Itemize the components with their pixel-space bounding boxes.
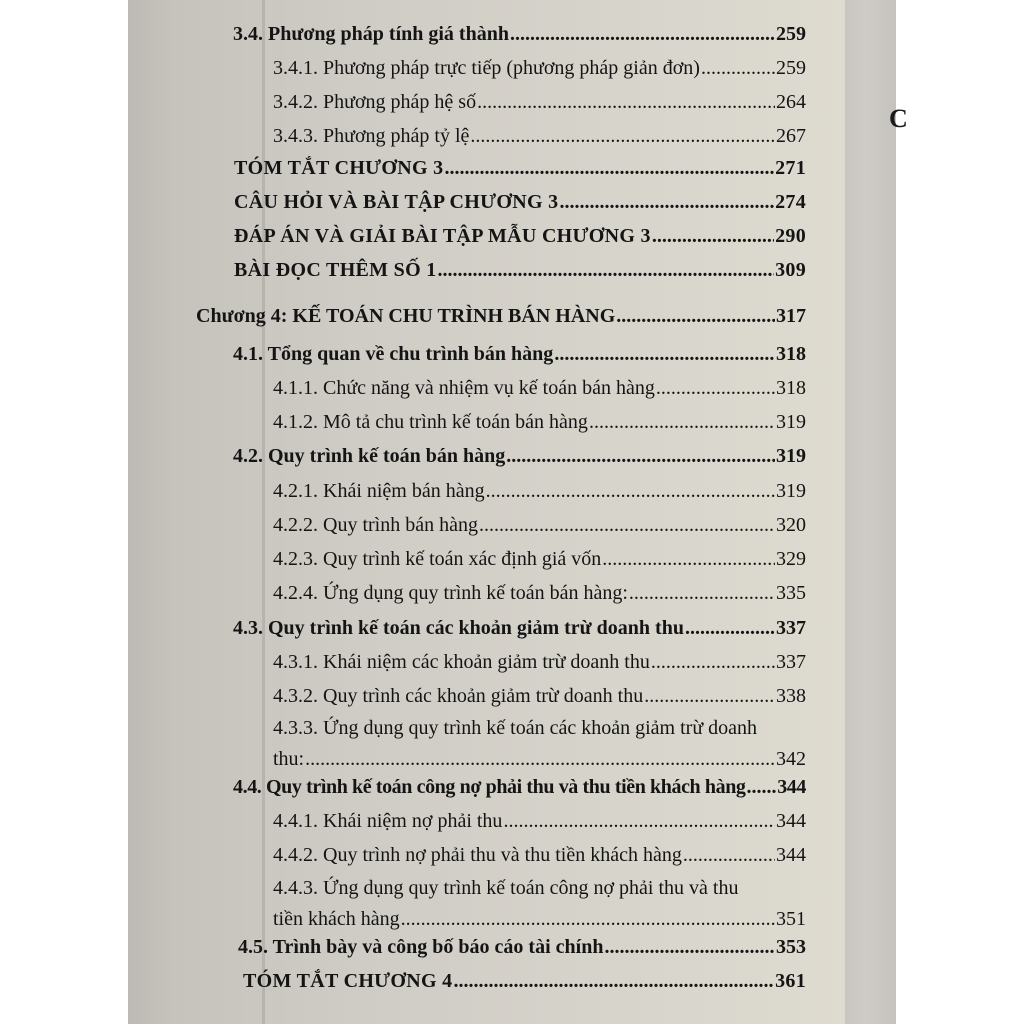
toc-entry-title: 4.4.1. Khái niệm nợ phải thu	[273, 810, 503, 832]
toc-entry-4-1[interactable]	[233, 342, 806, 366]
toc-entry-title: 4.2.2. Quy trình bán hàng	[273, 514, 478, 536]
dot-leader	[683, 843, 775, 867]
dot-leader	[652, 224, 774, 248]
dot-leader	[602, 547, 775, 571]
dot-leader	[510, 22, 775, 46]
toc-entry-3-4-3[interactable]	[273, 124, 806, 148]
dot-leader	[554, 342, 775, 366]
toc-entry-3-4[interactable]	[233, 22, 806, 46]
toc-entry-4-4-3[interactable]	[273, 876, 806, 931]
toc-entry-title: 4.3.1. Khái niệm các khoản giảm trừ doanh thu	[273, 651, 650, 673]
toc-entry-questions-3[interactable]	[234, 190, 806, 214]
toc-entry-summary-3[interactable]	[234, 156, 806, 180]
toc-entry-4-1-1[interactable]	[273, 376, 806, 400]
toc-entry-4-2-3[interactable]	[273, 547, 806, 571]
dot-leader	[438, 258, 775, 282]
toc-page-number: 259	[776, 57, 806, 79]
toc-entry-4-2-1[interactable]	[273, 479, 806, 503]
toc-page-number: 335	[776, 582, 806, 604]
toc-entry-title: 4.2.1. Khái niệm bán hàng	[273, 480, 485, 502]
dot-leader	[651, 650, 775, 674]
toc-entry-4-3-3[interactable]	[273, 716, 806, 771]
toc-entry-title: 4.5. Trình bày và công bố báo cáo tài chính	[238, 936, 604, 958]
toc-entry-title: 3.4.3. Phương pháp tỷ lệ	[273, 125, 470, 147]
toc-page-number: 271	[775, 157, 806, 179]
dot-leader	[477, 90, 775, 114]
toc-entry-4-4-2[interactable]	[273, 843, 806, 867]
toc-page-number: 320	[776, 514, 806, 536]
toc-entry-4-2[interactable]	[233, 444, 806, 468]
toc-page-number: 318	[776, 377, 806, 399]
toc-page-number: 344	[777, 776, 806, 798]
dot-leader	[616, 304, 775, 328]
toc-entry-title-line2: thu:	[273, 748, 305, 770]
dot-leader	[486, 479, 775, 503]
toc-entry-title: TÓM TẮT CHƯƠNG 4	[243, 970, 453, 992]
toc-entry-title: 4.2.3. Quy trình kế toán xác định giá vốn	[273, 548, 602, 570]
toc-entry-title: BÀI ĐỌC THÊM SỐ 1	[234, 259, 437, 281]
toc-page-number: 344	[776, 844, 806, 866]
toc-entry-title: 4.4. Quy trình kế toán công nợ phải thu và thu tiền khách hàng	[233, 776, 746, 798]
toc-entry-title-line2: tiền khách hàng	[273, 908, 400, 930]
toc-entry-title: 4.1.2. Mô tả chu trình kế toán bán hàng	[273, 411, 588, 433]
toc-page-number: 264	[776, 91, 806, 113]
toc-entry-4-1-2[interactable]	[273, 410, 806, 434]
toc-page-number: 290	[775, 225, 806, 247]
toc-page-number: 319	[776, 411, 806, 433]
toc-page-number: 267	[776, 125, 806, 147]
dot-leader	[470, 124, 775, 148]
toc-entry-3-4-2[interactable]	[273, 90, 806, 114]
toc-page-number: 319	[776, 480, 806, 502]
dot-leader	[685, 616, 775, 640]
toc-page-number: 317	[776, 305, 806, 327]
dot-leader	[701, 56, 775, 80]
toc-chapter-title: Chương 4: KẾ TOÁN CHU TRÌNH BÁN HÀNG	[196, 305, 616, 327]
toc-entry-4-5[interactable]	[238, 935, 806, 959]
toc-entry-title: TÓM TẮT CHƯƠNG 3	[234, 157, 444, 179]
dot-leader	[479, 513, 775, 537]
adjacent-page-glyph: C	[889, 104, 908, 133]
toc-entry-title: 4.2. Quy trình kế toán bán hàng	[233, 445, 506, 467]
dot-leader	[644, 684, 775, 708]
toc-entry-4-3-1[interactable]	[273, 650, 806, 674]
dot-leader	[559, 190, 774, 214]
toc-page-number: 353	[776, 936, 806, 958]
dot-leader	[747, 775, 777, 799]
toc-entry-4-4-1[interactable]	[273, 809, 806, 833]
toc-entry-title: 4.3. Quy trình kế toán các khoản giảm trừ doanh thu	[233, 617, 684, 639]
toc-entry-4-3-2[interactable]	[273, 684, 806, 708]
dot-leader	[444, 156, 774, 180]
toc-page-number: 259	[776, 23, 806, 45]
toc-entry-title: 3.4.2. Phương pháp hệ số	[273, 91, 477, 113]
toc-page-number: 329	[776, 548, 806, 570]
dot-leader	[589, 410, 775, 434]
toc-page-number: 318	[776, 343, 806, 365]
toc-page-number: 319	[776, 445, 806, 467]
toc-entry-title: 4.3.2. Quy trình các khoản giảm trừ doanh thu	[273, 685, 644, 707]
toc-page-number: 337	[776, 617, 806, 639]
toc-page-number: 338	[776, 685, 806, 707]
dot-leader	[506, 444, 775, 468]
dot-leader	[629, 581, 775, 605]
dot-leader	[453, 969, 774, 993]
dot-leader	[503, 809, 775, 833]
toc-entry-chapter-4[interactable]	[196, 304, 806, 328]
toc-entry-title: 4.1.1. Chức năng và nhiệm vụ kế toán bán hàng	[273, 377, 655, 399]
toc-page-number: 309	[775, 259, 806, 281]
toc-page-number: 337	[776, 651, 806, 673]
toc-entry-title: 4.1. Tổng quan về chu trình bán hàng	[233, 343, 554, 365]
toc-entry-summary-4[interactable]	[243, 969, 806, 993]
dot-leader	[656, 376, 775, 400]
toc-entry-4-3[interactable]	[233, 616, 806, 640]
toc-entry-reading-1[interactable]	[234, 258, 806, 282]
toc-entry-answers-3[interactable]	[234, 224, 806, 248]
toc-entry-title: CÂU HỎI VÀ BÀI TẬP CHƯƠNG 3	[234, 191, 559, 213]
toc-entry-4-2-2[interactable]	[273, 513, 806, 537]
toc-entry-title: 4.4.2. Quy trình nợ phải thu và thu tiền khách hàng	[273, 844, 682, 866]
toc-entry-title-line1: 4.4.3. Ứng dụng quy trình kế toán công nợ phải thu và thu	[273, 877, 739, 899]
toc-entry-title: 3.4. Phương pháp tính giá thành	[233, 23, 509, 45]
dot-leader	[604, 935, 775, 959]
toc-page-number: 274	[775, 191, 806, 213]
toc-entry-3-4-1[interactable]	[273, 56, 806, 80]
toc-page-number: 351	[776, 908, 806, 930]
toc-page-number: 361	[775, 970, 806, 992]
toc-entry-title: 4.2.4. Ứng dụng quy trình kế toán bán hàng:	[273, 582, 628, 604]
toc-page-number: 344	[776, 810, 806, 832]
toc-entry-4-2-4[interactable]	[273, 581, 806, 605]
toc-page-number: 342	[776, 748, 806, 770]
toc-entry-title: 3.4.1. Phương pháp trực tiếp (phương pháp giản đơn)	[273, 57, 700, 79]
dot-leader	[305, 747, 775, 771]
toc-entry-title: ĐÁP ÁN VÀ GIẢI BÀI TẬP MẪU CHƯƠNG 3	[234, 225, 651, 247]
toc-entry-title-line1: 4.3.3. Ứng dụng quy trình kế toán các khoản giảm trừ doanh	[273, 717, 758, 739]
toc-entry-4-4[interactable]	[233, 775, 806, 799]
dot-leader	[401, 907, 775, 931]
